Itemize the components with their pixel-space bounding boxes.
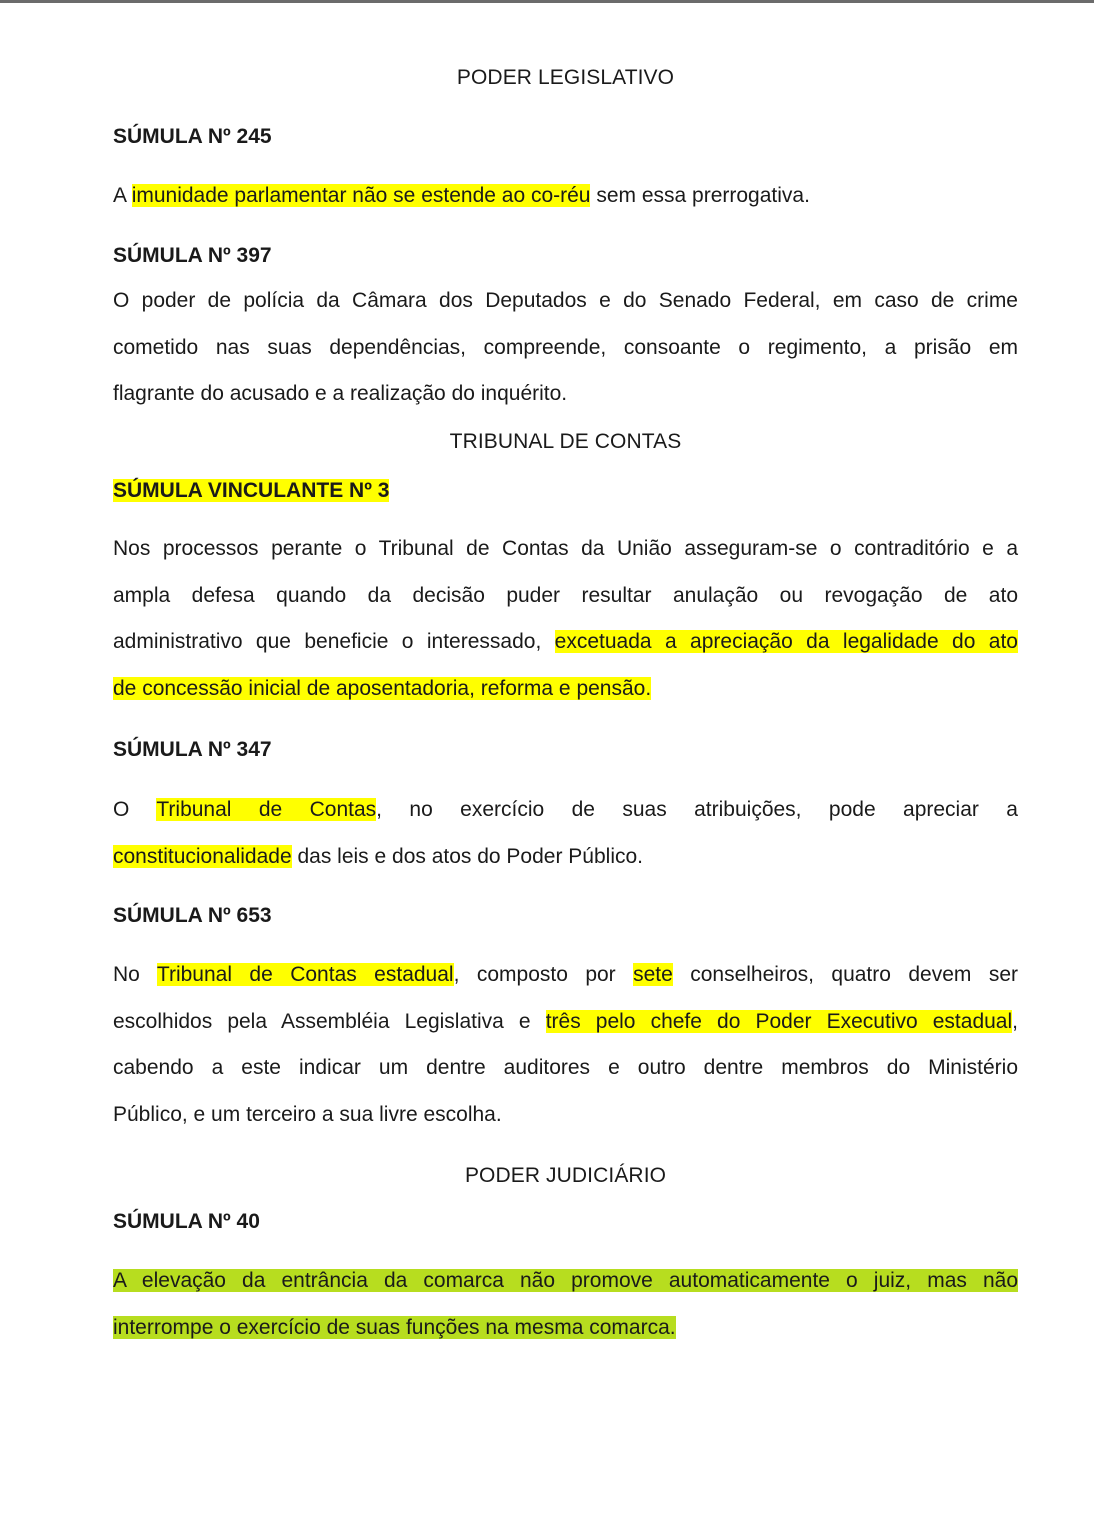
sumula-vinculante-3-text: Nos processos perante o Tribunal de Contas da União asseguram-se o contraditório e a ampla defesa quando da decisão puder resultar anulação ou revogação de ato administrativo que beneficie o interessado, excetuada a apreciação da legalidade do ato de concessão inicial de aposentadoria, reforma e pensão. [113, 537, 1018, 700]
sumula-397-title: SÚMULA Nº 397 [113, 244, 272, 267]
highlight: imunidade parlamentar não se estende ao co-réu [131, 184, 591, 207]
sumula-40-text [113, 1258, 1018, 1351]
highlight: A elevação da entrância da comarca não promove automaticamente o juiz, mas não [113, 1269, 1018, 1292]
sumula-245-title: SÚMULA Nº 245 [113, 125, 272, 148]
highlight: constitucionalidade [113, 844, 292, 868]
highlight: sete [633, 963, 673, 986]
section-heading-judiciario: PODER JUDICIÁRIO [464, 1164, 667, 1187]
section-heading-legislativo: PODER LEGISLATIVO [456, 66, 675, 89]
highlight: interrompe o exercício de suas funções na mesma comarca. [113, 1315, 676, 1339]
sumula-347-title: SÚMULA Nº 347 [113, 738, 272, 761]
sumula-245-text: A imunidade parlamentar não se estende ao co-réu sem essa prerrogativa. [113, 184, 810, 207]
sumula-vinculante-3-title: SÚMULA VINCULANTE Nº 3 [113, 479, 390, 502]
sumula-397-text: O poder de polícia da Câmara dos Deputados e do Senado Federal, em caso de crime cometido nas suas dependências, compreende, consoante o regimento, a prisão em flagrante do acusado e a realização do inquérito. [113, 289, 1018, 405]
highlight: excetuada a apreciação da legalidade do ato [554, 630, 1018, 653]
sumula-40-title: SÚMULA Nº 40 [113, 1210, 260, 1233]
highlight: Tribunal de Contas estadual [156, 963, 454, 986]
page-top-border [0, 0, 1094, 3]
highlight: Tribunal de Contas [156, 798, 377, 821]
highlight: de concessão inicial de aposentadoria, reforma e pensão. [113, 676, 652, 700]
highlight: três pelo chefe do Poder Executivo estadual [545, 1009, 1013, 1033]
sumula-653-text: No Tribunal de Contas estadual, composto por sete conselheiros, quatro devem ser escolhidos pela Assembléia Legislativa e três pelo chefe do Poder Executivo estadual, cabendo a este indicar um dentre auditores e outro dentre membros do Ministério Público, e um terceiro a sua livre escolha. [113, 963, 1018, 1126]
sumula-347-text: O Tribunal de Contas, no exercício de suas atribuições, pode apreciar a constitucionalidade das leis e dos atos do Poder Público. [113, 798, 1018, 868]
section-heading-tribunal: TRIBUNAL DE CONTAS [449, 430, 682, 453]
sumula-653-title: SÚMULA Nº 653 [113, 904, 272, 927]
